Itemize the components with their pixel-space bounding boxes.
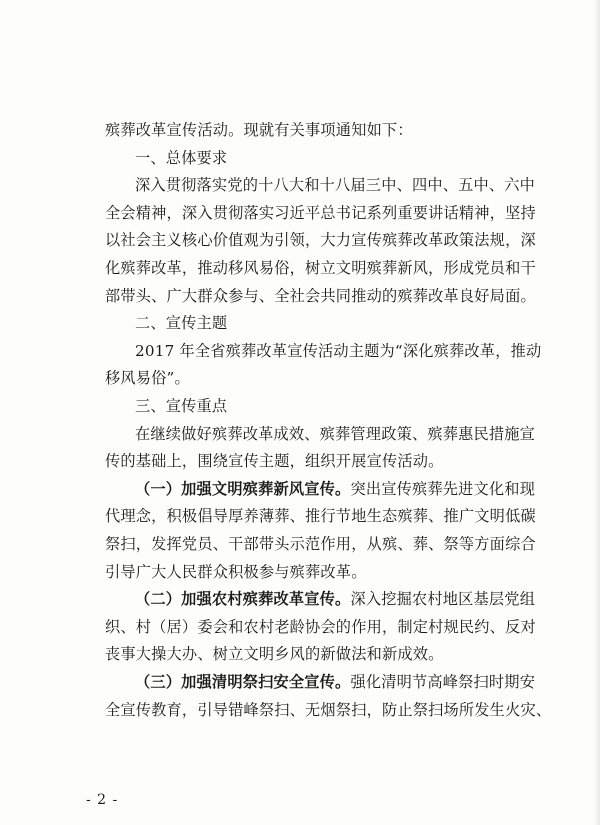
section-heading [105,309,227,337]
text-line: 传的基础上，围绕宣传主题，组织开展宣传活动。 [105,452,444,471]
text-line [105,475,535,503]
text-line: 部带头、广大群众参与、全社会共同推动的殡葬改革良好局面。 [105,286,536,305]
section-heading [105,392,227,420]
lead-rest-text: 强化清明节高峰祭扫时期安 [350,673,536,691]
page-edge-shadow [594,0,600,825]
heading-text: 三、宣传重点 [135,397,228,415]
section-heading [105,144,227,172]
lead-bold-text: （二）加强农村殡葬改革宣传。 [135,590,351,609]
text-line: 引导广大人民群众积极参与殡葬改革。 [105,562,367,581]
text-line: 殡葬改革宣传活动。现就有关事项通知如下： [105,121,413,139]
text-line: 祭扫，发挥党员、干部带头示范作用，从殡、葬、祭等方面综合 [105,535,536,553]
lead-bold-text: （三）加强清明祭扫安全宣传。 [135,673,351,691]
text-line: 深入贯彻落实党的十八大和十八届三中、四中、五中、六中 [135,176,536,195]
text-line: 2017 年全省殡葬改革宣传活动主题为“深化殡葬改革，推动 [135,341,542,360]
text-line [105,585,535,613]
text-line: 代理念，积极倡导厚养薄葬、推行节地生态殡葬、推广文明低碳 [105,507,536,526]
lead-rest-text: 深入挖掘农村地区基层党组 [350,590,536,609]
lead-bold-text: （一）加强文明殡葬新风宣传。 [135,479,351,498]
page-number: - 2 - [86,792,119,808]
lead-rest-text: 突出宣传殡葬先进文化和现 [350,479,536,498]
heading-text: 二、宣传主题 [135,314,228,333]
text-line [105,668,535,696]
text-line: 全会精神，深入贯彻落实习近平总书记系列重要讲话精神，坚持 [105,203,536,222]
text-line: 化殡葬改革，推动移风易俗，树立文明殡葬新风，形成党员和干 [105,259,536,277]
text-line: 以社会主义核心价值观为引领，大力宣传殡葬改革政策法规，深 [105,231,536,250]
text-line: 全宣传教育，引导错峰祭扫、无烟祭扫，防止祭扫场所发生火灾、 [105,700,552,719]
text-line: 移风易俗”。 [105,369,190,388]
heading-text: 一、总体要求 [135,148,228,167]
text-line: 在继续做好殡葬改革成效、殡葬管理政策、殡葬惠民措施宣 [135,424,536,443]
text-line: 织、村（居）委会和农村老龄协会的作用，制定村规民约、反对 [105,617,536,636]
text-line: 丧事大操大办、树立文明乡风的新做法和新成效。 [105,645,444,664]
